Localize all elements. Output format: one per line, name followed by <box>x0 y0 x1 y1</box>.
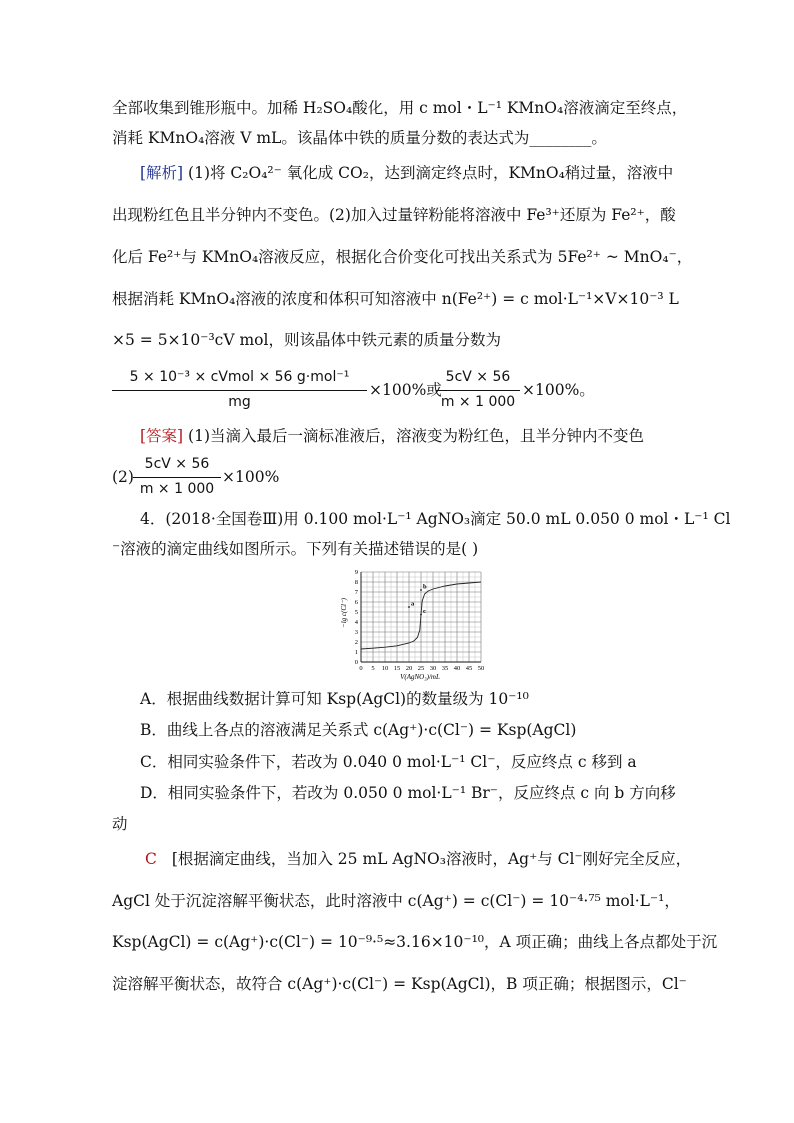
fraction-1-bar <box>112 390 367 391</box>
y-tick-label: 9 <box>354 569 358 577</box>
answer-fraction-denominator: m × 1 000 <box>139 481 215 497</box>
chart-ylabel: −lg c(Cl⁻) <box>340 598 348 628</box>
y-tick-label: 5 <box>354 609 358 617</box>
fraction-2-numerator: 5cV × 56 <box>445 369 511 385</box>
fraction-2-bar <box>436 390 520 391</box>
x-tick-label: 30 <box>429 665 437 672</box>
explanation-line1 <box>145 849 691 869</box>
analysis-line2: 出现粉红色且半分钟内不变色。(2)加入过量锌粉能将溶液中 Fe³⁺还原为 Fe²⁺，酸 <box>112 206 676 224</box>
fraction-1-tail: ×100%或 <box>369 381 442 399</box>
answer-letter: C <box>145 850 157 868</box>
y-tick-label: 3 <box>354 629 358 637</box>
answer-fraction <box>133 456 221 502</box>
point-label-b: b <box>423 583 427 591</box>
option-d-line1: D．相同实验条件下，若改为 0.050 0 mol·L⁻¹ Br⁻，反应终点 c 向 b 方向移 <box>140 784 676 802</box>
answer-tail-2: ×100% <box>222 468 280 486</box>
option-b: B．曲线上各点的溶液满足关系式 c(Ag⁺)·c(Cl⁻) = Ksp(AgCl) <box>140 721 577 739</box>
analysis-tag: [解析] <box>140 164 184 182</box>
fraction-1-numerator: 5 × 10⁻³ × cVmol × 56 g·mol⁻¹ <box>129 369 350 385</box>
titration-chart <box>333 566 493 682</box>
x-tick-label: 0 <box>359 665 363 672</box>
y-tick-label: 1 <box>354 649 358 657</box>
q3-tail-line1: 全部收集到锥形瓶中。加稀 H₂SO₄酸化，用 c mol・L⁻¹ KMnO₄溶液滴定至终点， <box>112 99 688 117</box>
analysis-line4: 根据消耗 KMnO₄溶液的浓度和体积可知溶液中 n(Fe²⁺) = c mol·L⁻¹×V×10⁻³ L <box>112 290 679 308</box>
chart-xlabel: V(AgNO₃)/mL <box>400 673 440 681</box>
analysis-line5: ×5 = 5×10⁻³cV mol，则该晶体中铁元素的质量分数为 <box>112 331 501 349</box>
fraction-2-denominator: m × 1 000 <box>440 394 516 410</box>
answer-text-1: (1)当滴入最后一滴标准液后，溶液变为粉红色，且半分钟内不变色 <box>188 427 645 445</box>
chart-ticks <box>355 569 485 672</box>
x-tick-label: 10 <box>381 665 389 672</box>
x-tick-label: 35 <box>441 665 449 672</box>
fraction-2 <box>436 369 520 415</box>
chart-points <box>408 584 427 616</box>
analysis-line1 <box>140 163 673 183</box>
point-b <box>420 589 422 591</box>
x-tick-label: 5 <box>371 665 375 672</box>
question4-line1: 4．(2018·全国卷Ⅲ)用 0.100 mol·L⁻¹ AgNO₃滴定 50.0 mL 0.050 0 mol・L⁻¹ Cl <box>140 510 731 528</box>
option-c: C．相同实验条件下，若改为 0.040 0 mol·L⁻¹ Cl⁻，反应终点 c 移到 a <box>140 753 637 771</box>
y-tick-label: 7 <box>354 589 358 597</box>
option-a: A．根据曲线数据计算可知 Ksp(AgCl)的数量级为 10⁻¹⁰ <box>140 690 529 708</box>
answer-fraction-bar <box>133 477 221 478</box>
x-tick-label: 25 <box>417 665 425 672</box>
y-tick-label: 0 <box>354 659 358 667</box>
explanation-text-1: [根据滴定曲线，当加入 25 mL AgNO₃溶液时，Ag⁺与 Cl⁻刚好完全反应， <box>171 850 692 868</box>
analysis-text-1: (1)将 C₂O₄²⁻ 氧化成 CO₂，达到滴定终点时，KMnO₄稍过量，溶液中 <box>188 164 674 182</box>
question4-line2: ⁻溶液的滴定曲线如图所示。下列有关描述错误的是( ) <box>112 540 479 558</box>
point-label-a: a <box>411 600 415 608</box>
point-a <box>408 606 410 608</box>
analysis-line3: 化后 Fe²⁺与 KMnO₄溶液反应，根据化合价变化可找出关系式为 5Fe²⁺ ~ MnO₄⁻， <box>112 248 693 266</box>
x-tick-label: 20 <box>405 665 413 672</box>
explanation-line2: AgCl 处于沉淀溶解平衡状态，此时溶液中 c(Ag⁺) = c(Cl⁻) = 10⁻⁴·⁷⁵ mol·L⁻¹， <box>112 892 680 910</box>
option-d-line2: 动 <box>112 815 128 833</box>
point-label-c: c <box>423 608 426 615</box>
answer-tag: [答案] <box>140 427 184 445</box>
y-tick-label: 4 <box>354 619 358 627</box>
y-tick-label: 6 <box>354 599 358 607</box>
fraction-2-tail: ×100%。 <box>522 381 595 399</box>
y-tick-label: 8 <box>354 579 358 587</box>
q3-tail-line2: 消耗 KMnO₄溶液 V mL。该晶体中铁的质量分数的表达式为________。 <box>112 129 607 147</box>
fraction-1-denominator: mg <box>228 394 251 410</box>
x-tick-label: 50 <box>477 665 485 672</box>
x-tick-label: 45 <box>465 665 473 672</box>
answer-prefix-2: (2) <box>112 468 134 486</box>
fraction-1 <box>112 369 367 415</box>
explanation-line3: Ksp(AgCl) = c(Ag⁺)·c(Cl⁻) = 10⁻⁹·⁵≈3.16×10⁻¹⁰，A 项正确；曲线上各点都处于沉 <box>112 933 718 951</box>
point-c <box>420 614 422 616</box>
answer-line1 <box>140 426 644 446</box>
answer-fraction-numerator: 5cV × 56 <box>144 456 210 472</box>
x-tick-label: 15 <box>393 665 401 672</box>
x-tick-label: 40 <box>453 665 461 672</box>
y-tick-label: 2 <box>354 639 358 647</box>
explanation-line4: 淀溶解平衡状态，故符合 c(Ag⁺)·c(Cl⁻) = Ksp(AgCl)，B 项正确；根据图示，Cl⁻ <box>112 975 687 993</box>
